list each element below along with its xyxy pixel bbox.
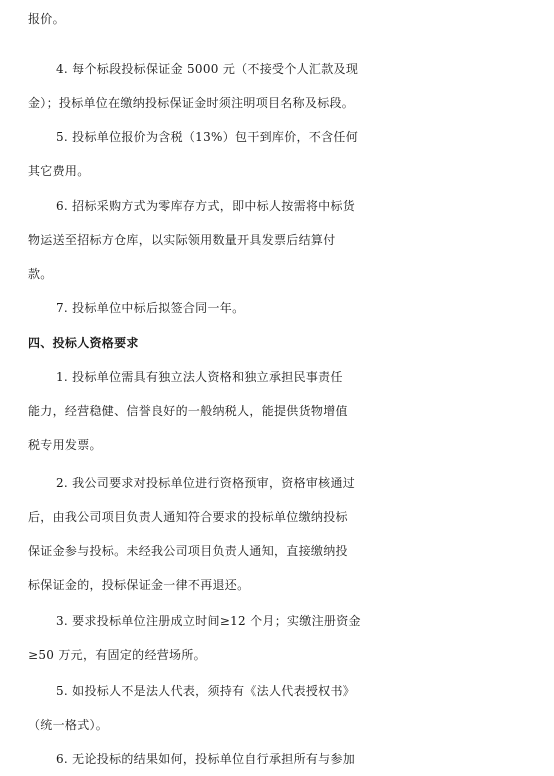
text-line: 能力，经营稳健、信誉良好的一般纳税人，能提供货物增值 bbox=[28, 404, 348, 418]
text-line: （统一格式）。 bbox=[28, 718, 109, 732]
section-heading: 四、投标人资格要求 bbox=[28, 336, 139, 350]
text-line: 2. 我公司要求对投标单位进行资格预审，资格审核通过 bbox=[56, 476, 356, 490]
text-line: 6. 无论投标的结果如何，投标单位自行承担所有与参加 bbox=[56, 752, 356, 766]
text-line: 其它费用。 bbox=[28, 164, 90, 178]
text-line: 报价。 bbox=[28, 12, 65, 26]
text-line: 保证金参与投标。未经我公司项目负责人通知，直接缴纳投 bbox=[28, 544, 348, 558]
text-line: 5. 如投标人不是法人代表，须持有《法人代表授权书》 bbox=[56, 684, 356, 698]
text-line: 款。 bbox=[28, 267, 53, 281]
text-line: 1. 投标单位需具有独立法人资格和独立承担民事责任 bbox=[56, 370, 343, 384]
text-line: 物运送至招标方仓库，以实际领用数量开具发票后结算付 bbox=[28, 233, 336, 247]
text-line: 税专用发票。 bbox=[28, 438, 102, 452]
text-line: 标保证金的，投标保证金一律不再退还。 bbox=[28, 578, 250, 592]
text-line: 5. 投标单位报价为含税（13%）包干到库价，不含任何 bbox=[56, 130, 359, 144]
text-line: ≥50 万元，有固定的经营场所。 bbox=[28, 648, 206, 662]
text-line: 3. 要求投标单位注册成立时间≥12 个月；实缴注册资金 bbox=[56, 614, 361, 628]
text-line: 7. 投标单位中标后拟签合同一年。 bbox=[56, 301, 245, 315]
text-line: 6. 招标采购方式为零库存方式，即中标人按需将中标货 bbox=[56, 199, 356, 213]
text-line: 金）；投标单位在缴纳投标保证金时须注明项目名称及标段。 bbox=[28, 96, 355, 110]
text-line: 4. 每个标段投标保证金 5000 元（不接受个人汇款及现 bbox=[56, 62, 359, 76]
text-line: 后，由我公司项目负责人通知符合要求的投标单位缴纳投标 bbox=[28, 510, 348, 524]
